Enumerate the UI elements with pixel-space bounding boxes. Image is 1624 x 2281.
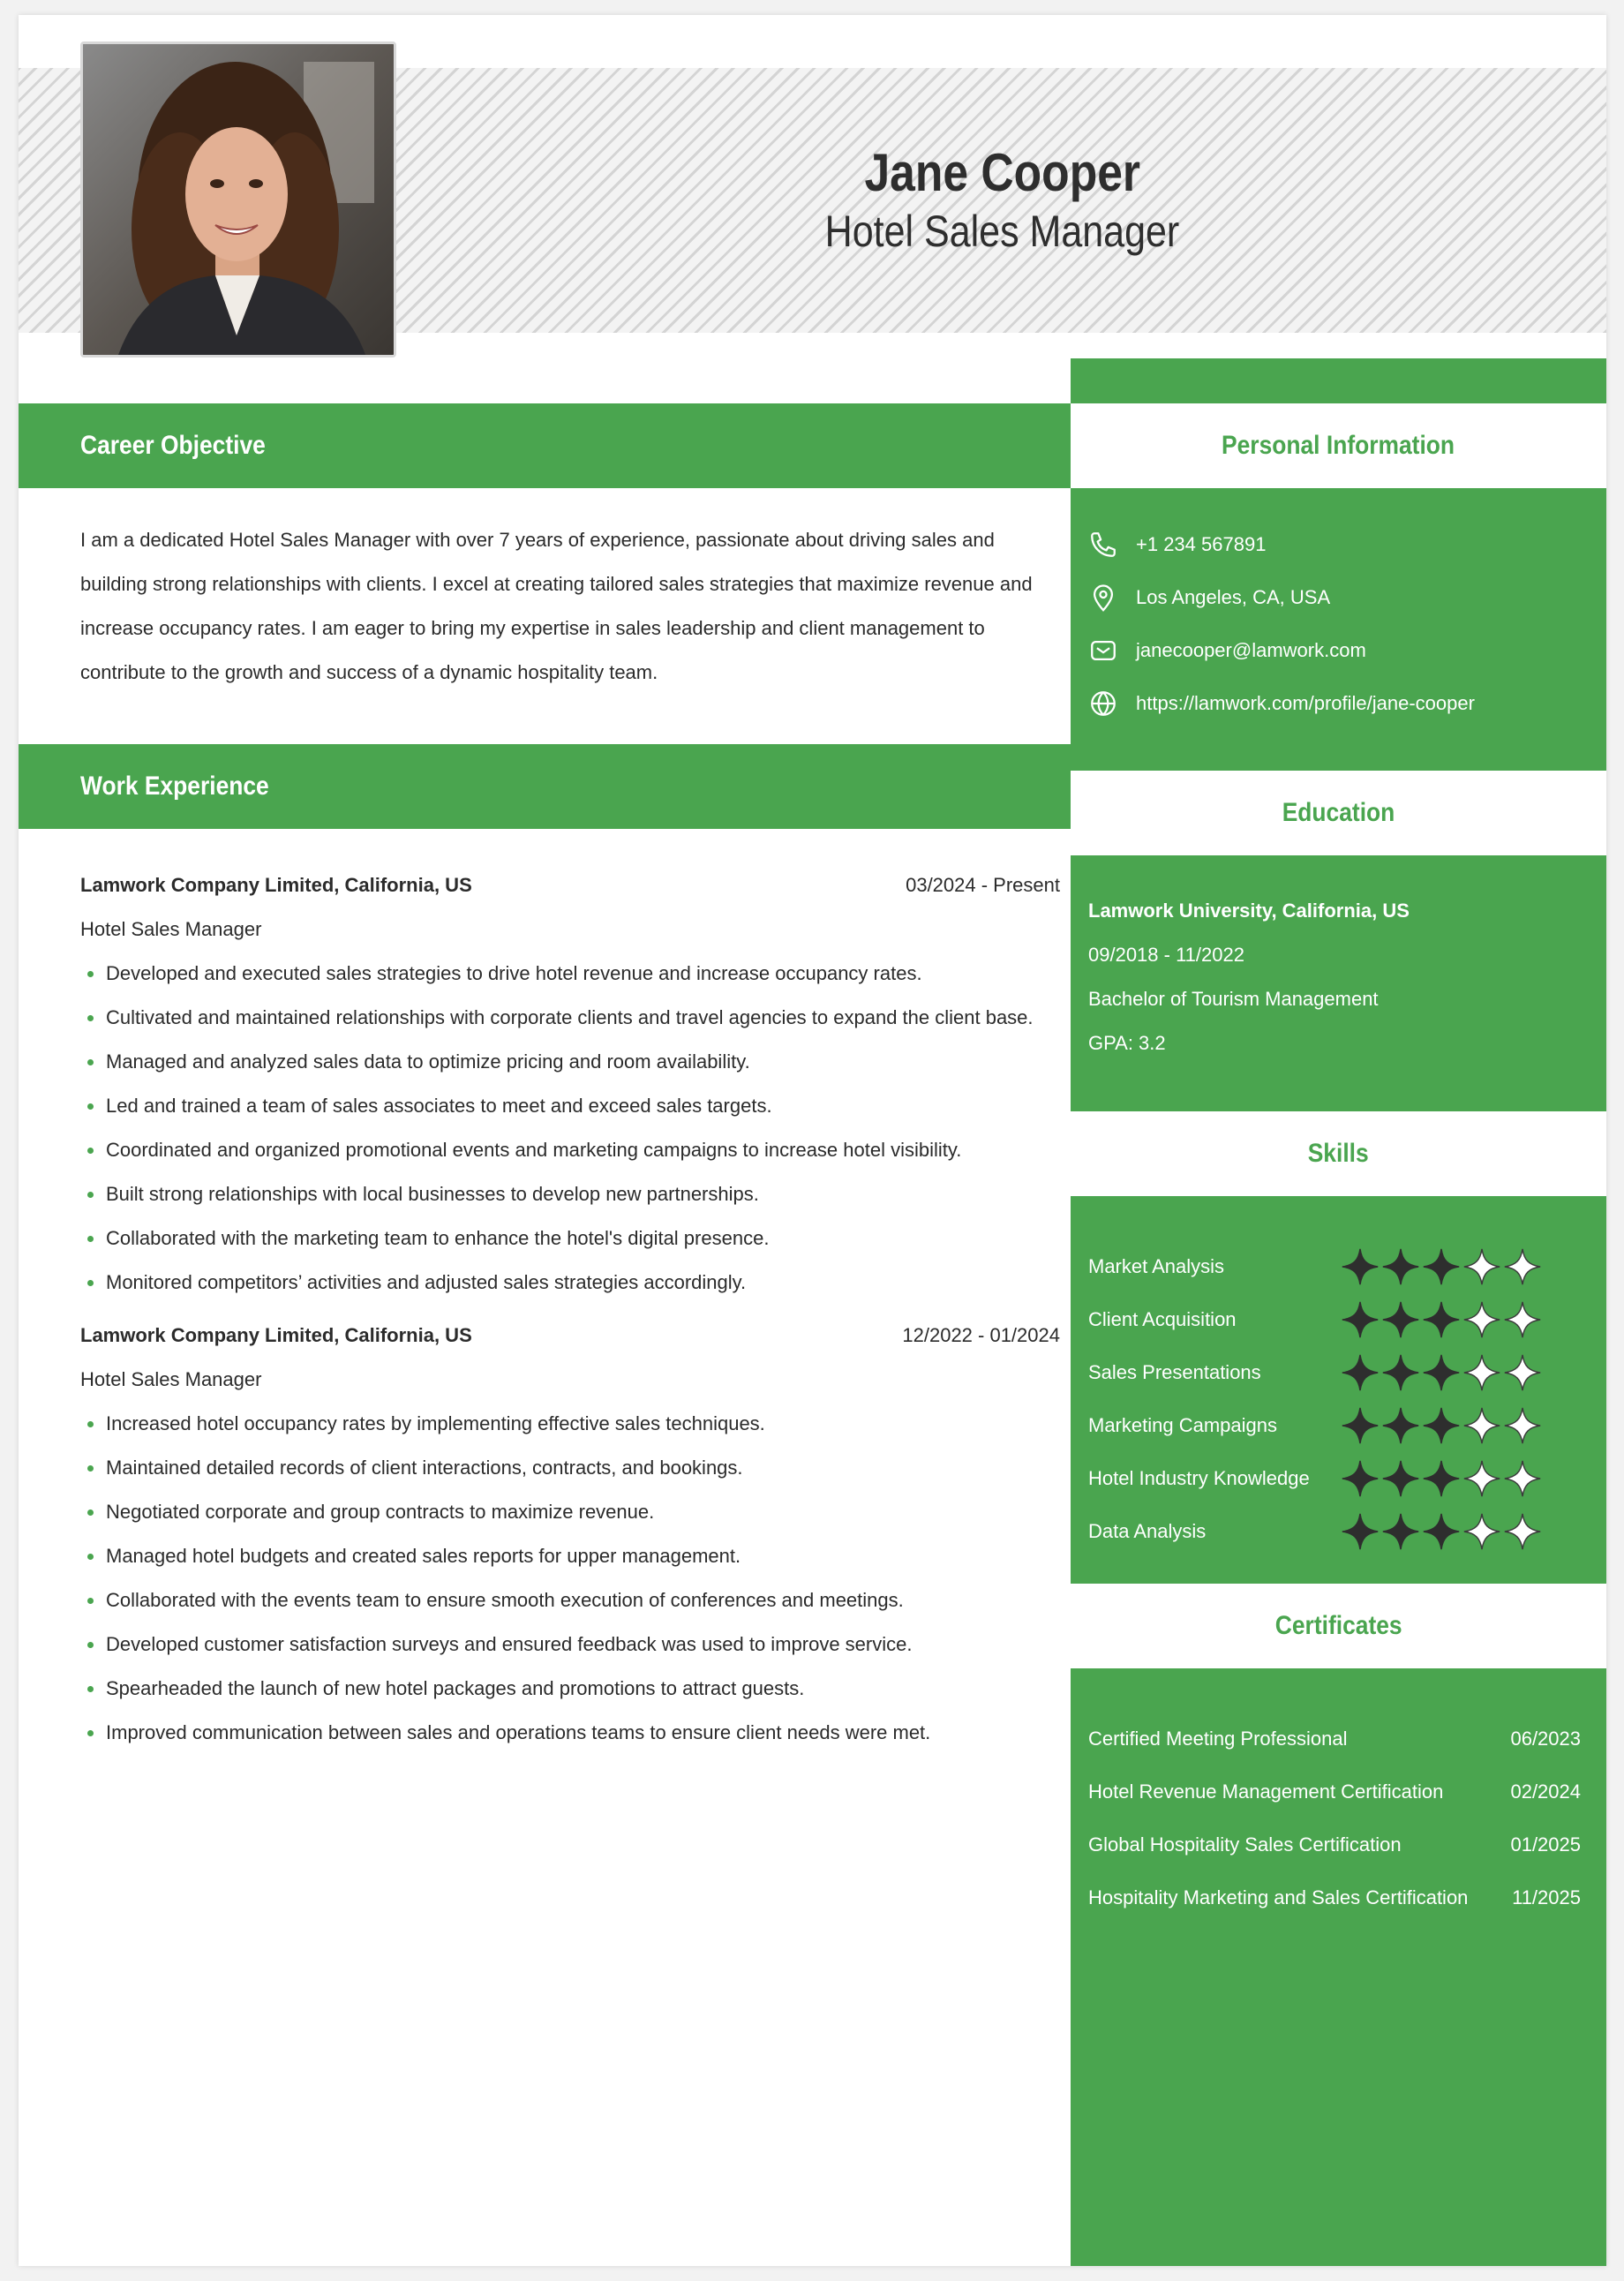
job-bullet: Managed and analyzed sales data to optimize pricing and room availability. [80, 1040, 1060, 1084]
certificate-name: Hotel Revenue Management Certification [1088, 1780, 1444, 1803]
star-filled-icon [1422, 1459, 1461, 1498]
contact-website [1086, 686, 1598, 721]
education-heading: Education [1071, 771, 1606, 855]
job-bullet: Coordinated and organized promotional events and marketing campaigns to increase hotel visibility. [80, 1128, 1060, 1172]
skills-heading: Skills [1071, 1111, 1606, 1196]
star-filled-icon [1422, 1512, 1461, 1551]
certificate-row [1088, 1876, 1591, 1920]
star-filled-icon [1341, 1459, 1380, 1498]
star-empty-icon [1503, 1459, 1542, 1498]
star-filled-icon [1341, 1300, 1380, 1339]
certificates-heading: Certificates [1071, 1584, 1606, 1668]
education-entry [1088, 889, 1591, 1065]
job-bullet: Cultivated and maintained relationships with corporate clients and travel agencies to expand the client base. [80, 996, 1060, 1040]
candidate-name: Jane Cooper [864, 143, 1140, 202]
certificate-date: 02/2024 [1510, 1780, 1581, 1803]
certificate-date: 11/2025 [1512, 1886, 1581, 1908]
work-experience-heading: Work Experience [19, 744, 1071, 829]
job-bullet: Developed and executed sales strategies to drive hotel revenue and increase occupancy rates. [80, 952, 1060, 996]
job-bullet: Managed hotel budgets and created sales reports for upper management. [80, 1534, 1060, 1578]
location-text: Los Angeles, CA, USA [1136, 586, 1331, 608]
job-company: Lamwork Company Limited, California, US [80, 1324, 472, 1346]
skill-rating [1341, 1459, 1542, 1498]
star-filled-icon [1381, 1247, 1420, 1286]
star-empty-icon [1462, 1353, 1501, 1392]
certificate-name: Certified Meeting Professional [1088, 1728, 1348, 1750]
job-entry [80, 1314, 1060, 1755]
job-bullet: Spearheaded the launch of new hotel packages and promotions to attract guests. [80, 1667, 1060, 1711]
resume-page [19, 15, 1606, 2266]
skill-row [1088, 1457, 1591, 1501]
skill-row [1088, 1245, 1591, 1289]
career-objective-text: I am a dedicated Hotel Sales Manager with over 7 years of experience, passionate about driving sales and building strong relationships with clients. I excel at creating tailored sales strategies that maximize revenue and increase occupancy rates. I am eager to bring my expertise in sales leadership and client management to contribute to the growth and success of a dynamic hospitality team. [80, 529, 1033, 683]
star-empty-icon [1462, 1247, 1501, 1286]
star-empty-icon [1503, 1247, 1542, 1286]
skill-name: Market Analysis [1088, 1255, 1225, 1277]
certificate-name: Global Hospitality Sales Certification [1088, 1833, 1402, 1856]
globe-icon [1086, 687, 1120, 720]
star-filled-icon [1381, 1353, 1420, 1392]
contact-location [1086, 580, 1598, 615]
certificate-date: 06/2023 [1510, 1728, 1581, 1750]
career-objective-heading: Career Objective [19, 403, 1071, 488]
star-empty-icon [1462, 1300, 1501, 1339]
job-bullet: Increased hotel occupancy rates by implementing effective sales techniques. [80, 1402, 1060, 1446]
job-bullet: Improved communication between sales and operations teams to ensure client needs were met. [80, 1711, 1060, 1755]
certificate-name: Hospitality Marketing and Sales Certification [1088, 1886, 1469, 1908]
star-filled-icon [1381, 1300, 1420, 1339]
star-empty-icon [1462, 1512, 1501, 1551]
skill-name: Client Acquisition [1088, 1308, 1237, 1330]
skill-row [1088, 1298, 1591, 1342]
phone-text: +1 234 567891 [1136, 533, 1267, 555]
email-icon [1086, 634, 1120, 667]
job-company: Lamwork Company Limited, California, US [80, 874, 472, 896]
job-role: Hotel Sales Manager [80, 1368, 262, 1390]
job-bullet: Negotiated corporate and group contracts to maximize revenue. [80, 1490, 1060, 1534]
skill-rating [1341, 1512, 1542, 1551]
job-dates: 12/2022 - 01/2024 [902, 1324, 1060, 1346]
star-empty-icon [1503, 1406, 1542, 1445]
job-bullet: Monitored competitors’ activities and adjusted sales strategies accordingly. [80, 1261, 1060, 1305]
personal-info-heading: Personal Information [1071, 403, 1606, 488]
phone-icon [1086, 528, 1120, 561]
star-filled-icon [1381, 1512, 1420, 1551]
email-text[interactable]: janecooper@lamwork.com [1136, 639, 1366, 661]
star-filled-icon [1422, 1300, 1461, 1339]
skill-name: Hotel Industry Knowledge [1088, 1467, 1310, 1489]
skill-row [1088, 1509, 1591, 1554]
star-filled-icon [1422, 1247, 1461, 1286]
star-empty-icon [1503, 1512, 1542, 1551]
job-entry [80, 863, 1060, 1305]
job-dates: 03/2024 - Present [906, 874, 1060, 896]
job-bullet: Maintained detailed records of client interactions, contracts, and bookings. [80, 1446, 1060, 1490]
skill-name: Sales Presentations [1088, 1361, 1261, 1383]
skill-rating [1341, 1300, 1542, 1339]
location-icon [1086, 581, 1120, 614]
star-filled-icon [1381, 1406, 1420, 1445]
star-filled-icon [1422, 1406, 1461, 1445]
star-empty-icon [1503, 1300, 1542, 1339]
job-bullet: Collaborated with the events team to ensure smooth execution of conferences and meetings. [80, 1578, 1060, 1622]
skill-row [1088, 1404, 1591, 1448]
certificate-row [1088, 1770, 1591, 1814]
website-link[interactable]: https://lamwork.com/profile/jane-cooper [1136, 692, 1475, 714]
star-empty-icon [1462, 1459, 1501, 1498]
skill-rating [1341, 1406, 1542, 1445]
star-filled-icon [1341, 1247, 1380, 1286]
star-filled-icon [1341, 1512, 1380, 1551]
job-bullet: Built strong relationships with local businesses to develop new partnerships. [80, 1172, 1060, 1216]
contact-phone [1086, 527, 1598, 562]
education-gpa: GPA: 3.2 [1088, 1032, 1166, 1054]
star-filled-icon [1341, 1353, 1380, 1392]
education-degree: Bachelor of Tourism Management [1088, 988, 1379, 1010]
skill-name: Data Analysis [1088, 1520, 1207, 1542]
skill-row [1088, 1351, 1591, 1395]
star-empty-icon [1462, 1406, 1501, 1445]
certificate-date: 01/2025 [1510, 1833, 1581, 1856]
candidate-title: Hotel Sales Manager [824, 207, 1180, 256]
job-bullets [80, 952, 1060, 1305]
education-dates: 09/2018 - 11/2022 [1088, 944, 1244, 966]
contact-email [1086, 633, 1598, 668]
profile-photo [80, 41, 396, 358]
certificate-row [1088, 1823, 1591, 1867]
name-block [398, 68, 1606, 333]
star-empty-icon [1503, 1353, 1542, 1392]
star-filled-icon [1341, 1406, 1380, 1445]
job-bullet: Collaborated with the marketing team to enhance the hotel's digital presence. [80, 1216, 1060, 1261]
skill-name: Marketing Campaigns [1088, 1414, 1277, 1436]
star-filled-icon [1422, 1353, 1461, 1392]
star-filled-icon [1381, 1459, 1420, 1498]
job-role: Hotel Sales Manager [80, 918, 262, 940]
job-bullet: Developed customer satisfaction surveys and ensured feedback was used to improve service. [80, 1622, 1060, 1667]
education-school: Lamwork University, California, US [1088, 900, 1410, 922]
certificate-row [1088, 1717, 1591, 1761]
skill-rating [1341, 1247, 1542, 1286]
job-bullet: Led and trained a team of sales associates to meet and exceed sales targets. [80, 1084, 1060, 1128]
job-bullets [80, 1402, 1060, 1755]
skill-rating [1341, 1353, 1542, 1392]
